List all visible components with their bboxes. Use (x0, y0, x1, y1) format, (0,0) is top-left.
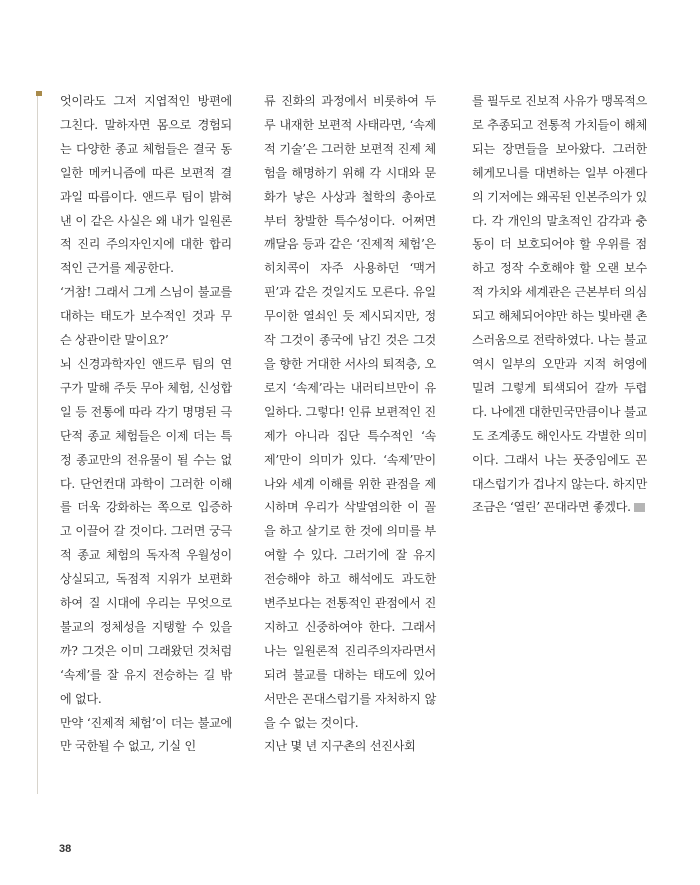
text-column-1 (60, 90, 232, 759)
text-column-3 (472, 90, 647, 520)
paragraph: 엇이라도 그저 지엽적인 방편에 그친다. 말하자면 몸으로 경험되는 다양한 종교 체험들은 결국 동일한 메커니즘에 따른 보편적 결과일 따름이다. 앤드루 팀이 밝혀낸 이 같은 사실은 왜 내가 일원론적 진리 주의자인지에 대한 합리적인 근거를 제공한다. (60, 94, 232, 276)
paragraph: 만약 ‘진제적 체험’이 더는 불교에만 국한될 수 없고, 기실 인 (60, 715, 232, 754)
text-column-2 (264, 90, 436, 759)
end-of-article-mark (634, 503, 645, 512)
paragraph-final-text: 를 필두로 진보적 사유가 맹목적으로 추종되고 전통적 가치들이 해체되는 장면들을 보아왔다. 그러한 헤게모니를 대변하는 일부 아젠다의 기저에는 왜곡된 인본주의가 있다. 각 개인의 말초적인 감각과 충동이 더 보호되어야 할 우위를 점하고 정작 수호해야 할 오랜 보수적 가치와 세계관은 근본부터 의심되고 해체되어야만 하는 빛바랜 촌스러움으로 전락하였다. 나는 불교 역시 일부의 오만과 지적 허영에 밀려 그렇게 퇴색되어 갈까 두렵다. 나에겐 대한민국만큼이나 불교도 조계종도 해인사도 각별한 의미이다. 그래서 나는 풋중임에도 꼰대스럽기가 겁나지 않는다. 하지만 조금은 ‘열린’ 꼰대라면 좋겠다. (472, 94, 647, 515)
paragraph: ‘거참! 그래서 그게 스님이 불교를 대하는 태도가 보수적인 것과 무슨 상관이란 말이요?’ (60, 285, 232, 348)
margin-rule (37, 96, 38, 794)
paragraph-final (472, 90, 647, 520)
paragraph: 지난 몇 년 지구촌의 선진사회 (264, 739, 416, 754)
paragraph: 뇌 신경과학자인 앤드루 팀의 연구가 말해 주듯 무아 체험, 신성합일 등 전통에 따라 각기 명명된 극단적 종교 체험들은 이제 더는 특정 종교만의 전유물이 될 수는 없다. 단언컨대 과학이 그러한 이해를 더욱 강화하는 쪽으로 입증하고 이끌어 갈 것이다. 그러면 궁극적 종교 체험의 독자적 우월성이 상실되고, 독점적 지위가 보편화하여 질 시대에 우리는 무엇으로 불교의 정체성을 지탱할 수 있을까? 그것은 이미 그래왔던 것처럼 ‘속제’를 잘 유지 전승하는 길 밖에 없다. (60, 356, 232, 706)
paragraph: 류 진화의 과정에서 비롯하여 두루 내재한 보편적 사태라면, ‘속제적 기술’은 그러한 보편적 진제 체험을 해명하기 위해 각 시대와 문화가 낳은 사상과 철학의 총아로부터 창발한 특수성이다. 어쩌면 깨달음 등과 같은 ‘진제적 체험’은 히치콕이 자주 사용하던 ‘맥거핀’과 같은 것일지도 모른다. 유일무이한 열쇠인 듯 제시되지만, 정작 그것이 종국에 남긴 것은 그것을 향한 거대한 서사의 퇴적층, 오로지 ‘속제’라는 내러티브만이 유일하다. 그렇다! 인류 보편적인 진제가 아니라 집단 특수적인 ‘속제’만이 의미가 있다. ‘속제’만이 나와 세계 이해를 위한 관점을 제시하며 우리가 삭발염의한 이 꼴을 하고 살기로 한 것에 의미를 부여할 수 있다. 그러기에 잘 유지 전승해야 하고 해석에도 과도한 변주보다는 전통적인 관점에서 진지하고 신중하여야 한다. 그래서 나는 일원론적 진리주의자라면서 되려 불교를 대하는 태도에 있어서만은 꼰대스럽기를 자처하지 않을 수 없는 것이다. (264, 94, 436, 730)
page-number: 38 (59, 843, 72, 855)
